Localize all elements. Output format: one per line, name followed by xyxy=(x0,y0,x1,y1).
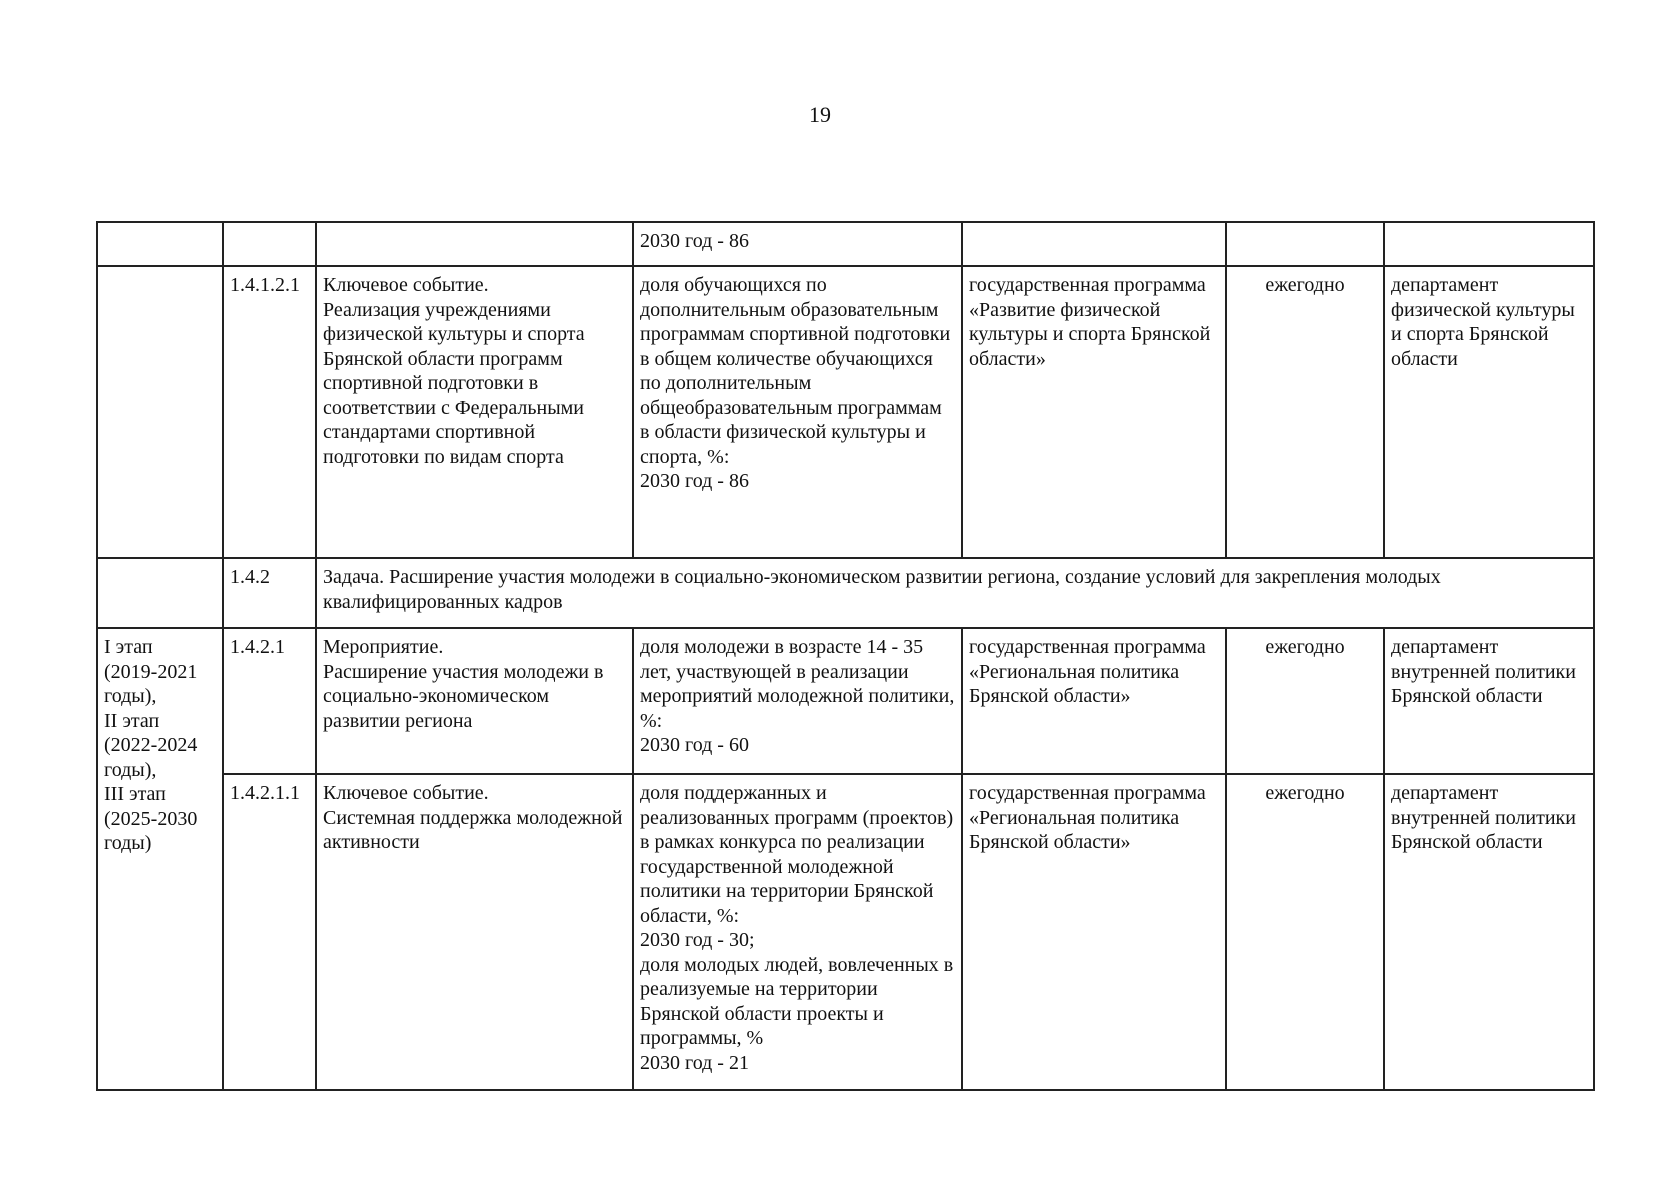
responsible-cell: департамент физической культуры и спорта Брянской области xyxy=(1384,266,1594,558)
name-cell: Ключевое событие. Системная поддержка молодежной активности xyxy=(316,774,633,1090)
name-cell: Мероприятие. Расширение участия молодежи в социально-экономическом развитии региона xyxy=(316,628,633,774)
stage-cell: I этап (2019-2021 годы), II этап (2022-2024 годы), III этап (2025-2030 годы) xyxy=(97,628,223,1090)
name-cell xyxy=(316,222,633,266)
name-cell: Ключевое событие. Реализация учреждениями физической культуры и спорта Брянской области программ спортивной подготовки в соответствии с Федеральными стандартами спортивной подготовки по видам спорта xyxy=(316,266,633,558)
stage-cell xyxy=(97,266,223,558)
stage-cell xyxy=(97,558,223,628)
indicator-cell: доля поддержанных и реализованных программ (проектов) в рамках конкурса по реализации государственной молодежной политики на территории Брянской области, %: 2030 год - 30; доля молодых людей, вовлеченных в реализуемые на территории Брянской области проекты и программы, % 2030 год - 21 xyxy=(633,774,962,1090)
period-cell: ежегодно xyxy=(1226,266,1384,558)
code-cell: 1.4.1.2.1 xyxy=(223,266,316,558)
table-row xyxy=(97,558,1594,628)
table-row xyxy=(97,774,1594,1090)
period-cell: ежегодно xyxy=(1226,774,1384,1090)
program-cell: государственная программа «Региональная политика Брянской области» xyxy=(962,774,1226,1090)
code-cell xyxy=(223,222,316,266)
page-number: 19 xyxy=(809,102,831,127)
program-cell xyxy=(962,222,1226,266)
responsible-cell: департамент внутренней политики Брянской области xyxy=(1384,774,1594,1090)
indicator-cell: доля молодежи в возрасте 14 - 35 лет, участвующей в реализации мероприятий молодежной политики, %: 2030 год - 60 xyxy=(633,628,962,774)
indicator-cell: 2030 год - 86 xyxy=(633,222,962,266)
code-cell: 1.4.2.1 xyxy=(223,628,316,774)
responsible-cell: департамент внутренней политики Брянской области xyxy=(1384,628,1594,774)
period-cell: ежегодно xyxy=(1226,628,1384,774)
plan-table xyxy=(96,221,1595,1091)
program-cell: государственная программа «Развитие физической культуры и спорта Брянской области» xyxy=(962,266,1226,558)
task-cell: Задача. Расширение участия молодежи в социально-экономическом развитии региона, создание условий для закрепления молодых квалифицированных кадров xyxy=(316,558,1594,628)
table-row xyxy=(97,222,1594,266)
period-cell xyxy=(1226,222,1384,266)
table-row xyxy=(97,266,1594,558)
stage-cell xyxy=(97,222,223,266)
responsible-cell xyxy=(1384,222,1594,266)
table-row xyxy=(97,628,1594,774)
code-cell: 1.4.2.1.1 xyxy=(223,774,316,1090)
program-cell: государственная программа «Региональная политика Брянской области» xyxy=(962,628,1226,774)
indicator-cell: доля обучающихся по дополнительным образовательным программам спортивной подготовки в общем количестве обучающихся по дополнительным общеобразовательным программам в области физической культуры и спорта, %: 2030 год - 86 xyxy=(633,266,962,558)
code-cell: 1.4.2 xyxy=(223,558,316,628)
